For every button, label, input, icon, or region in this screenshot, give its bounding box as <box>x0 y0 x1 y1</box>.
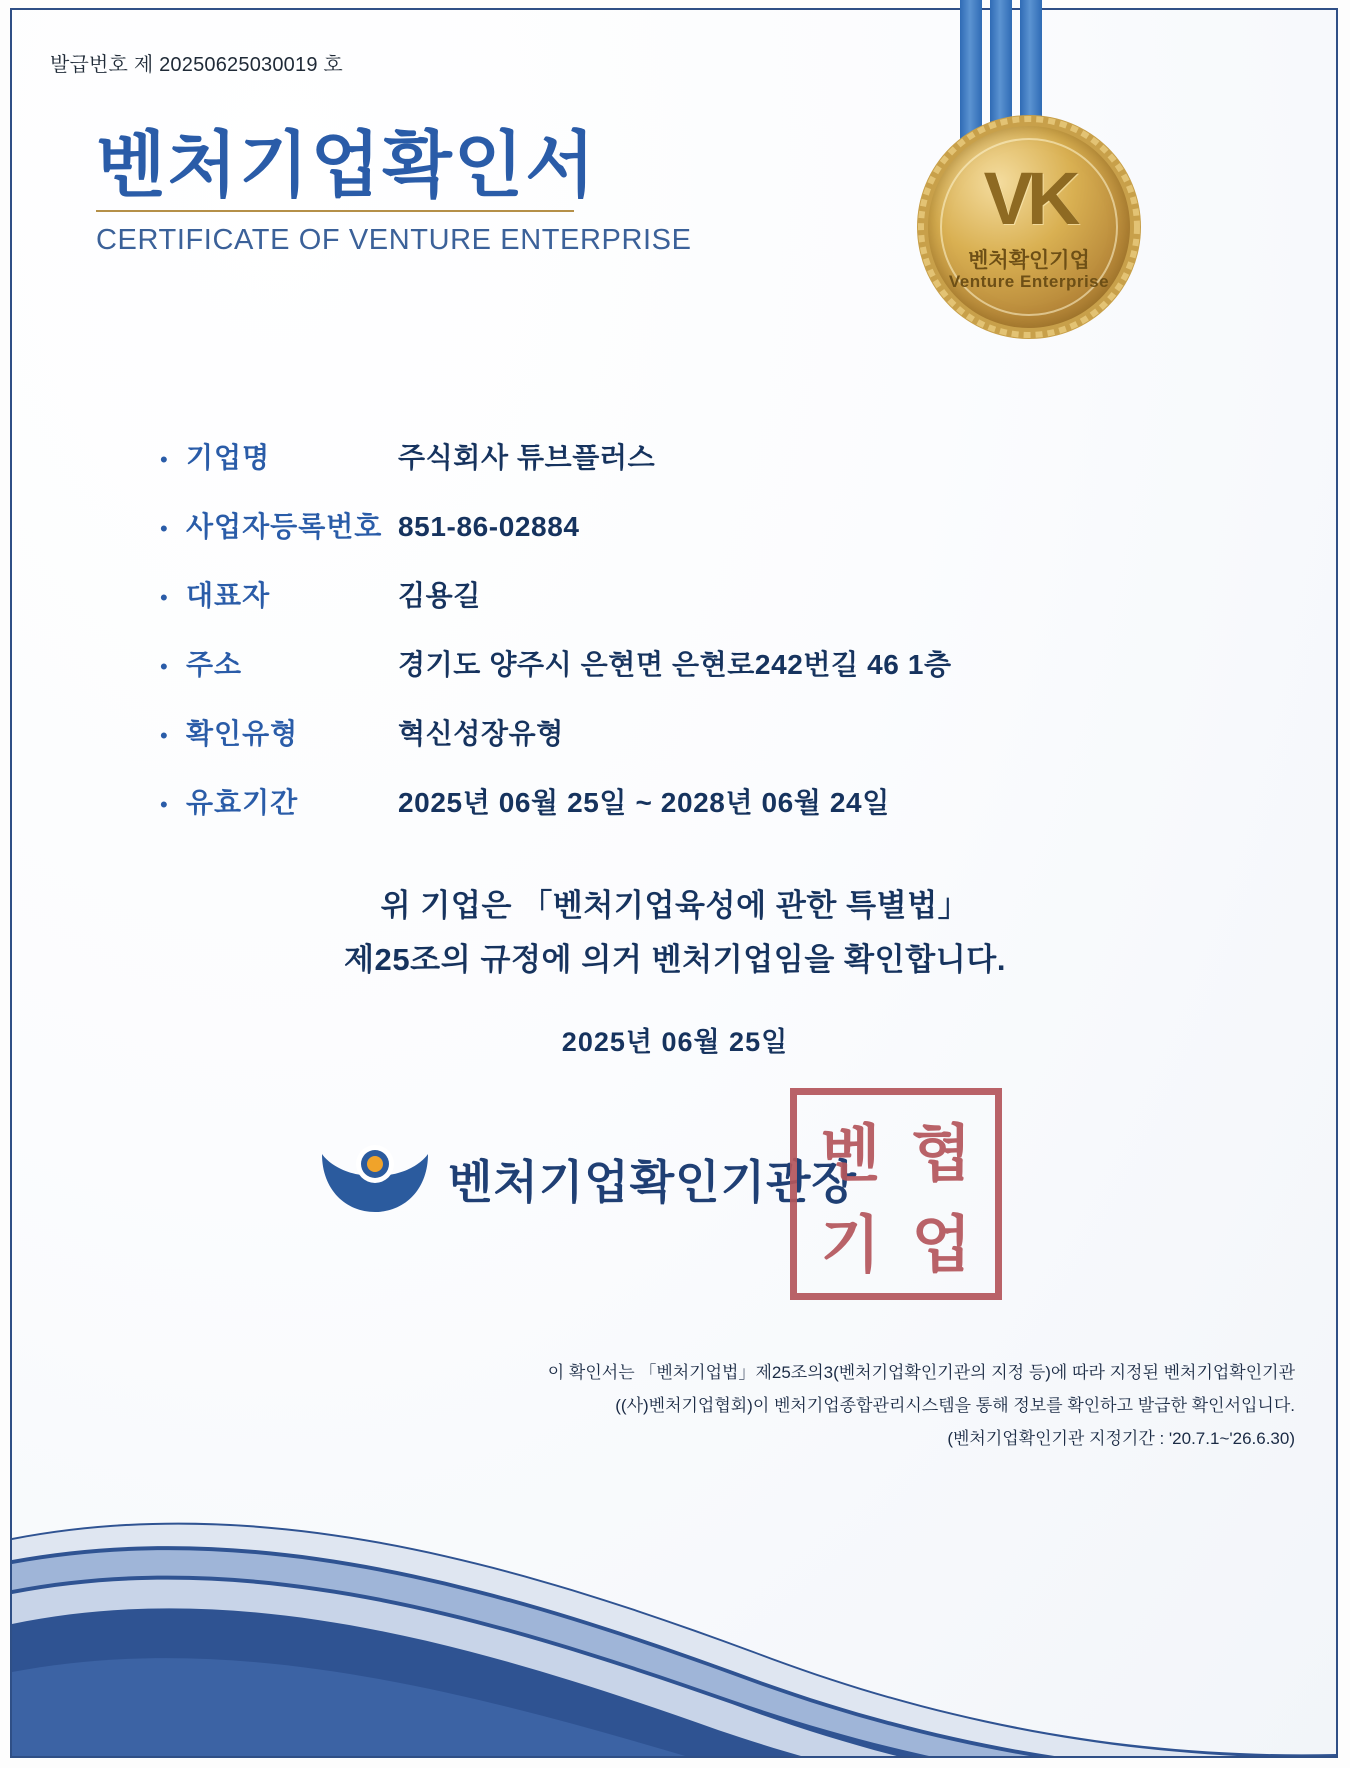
certificate-fields <box>160 436 1200 850</box>
issue-date: 2025년 06월 25일 <box>561 1027 789 1057</box>
issuer-line <box>316 1142 857 1216</box>
footnote <box>395 1356 1295 1455</box>
page-title: 벤처기업확인서 <box>96 126 597 206</box>
bullet-icon: • <box>160 447 168 472</box>
field-row <box>160 643 1200 712</box>
field-value: 2025년 06월 25일 ~ 2028년 06월 24일 <box>398 787 890 818</box>
bullet-icon: • <box>160 792 168 817</box>
field-label: 기업명 <box>186 442 271 473</box>
seal-caption-en: Venture Enterprise <box>948 272 1110 291</box>
footnote-line-1: 이 확인서는 「벤처기업법」제25조의3(벤처기업확인기관의 지정 등)에 따라 지정된 벤처기업확인기관 <box>547 1363 1295 1382</box>
seal-caption-ko: 벤처확인기업 <box>968 249 1090 272</box>
field-row <box>160 712 1200 781</box>
title-block <box>96 128 716 257</box>
stamp-character: 벤 <box>820 1117 881 1190</box>
field-row <box>160 505 1200 574</box>
title-divider <box>96 210 574 212</box>
bullet-icon: • <box>160 516 168 541</box>
field-row <box>160 436 1200 505</box>
bullet-icon: • <box>160 723 168 748</box>
official-stamp <box>790 1088 1002 1300</box>
field-value: 김용길 <box>398 580 481 611</box>
field-value: 혁신성장유형 <box>398 718 564 749</box>
stamp-character: 업 <box>911 1208 972 1281</box>
stamp-character: 협 <box>911 1117 972 1190</box>
field-label: 확인유형 <box>186 718 299 749</box>
page-subtitle: CERTIFICATE OF VENTURE ENTERPRISE <box>96 224 692 257</box>
issue-number: 발급번호 제 20250625030019 호 <box>50 54 343 76</box>
seal-monogram: VK <box>983 157 1075 240</box>
field-value: 851-86-02884 <box>398 511 580 542</box>
field-label: 유효기간 <box>186 787 299 818</box>
stamp-character: 기 <box>820 1208 881 1281</box>
field-row <box>160 574 1200 643</box>
field-label: 사업자등록번호 <box>186 511 383 542</box>
field-value: 경기도 양주시 은현면 은현로242번길 46 1층 <box>398 649 952 680</box>
field-row <box>160 781 1200 850</box>
field-label: 대표자 <box>186 580 271 611</box>
field-label: 주소 <box>186 649 243 680</box>
bullet-icon: • <box>160 654 168 679</box>
gold-medal <box>948 0 1202 380</box>
stamp-grid <box>805 1103 987 1285</box>
statement-line-1: 위 기업은 「벤처기업육성에 관한 특별법」 <box>380 888 970 923</box>
venture-seal-icon <box>914 112 1144 342</box>
field-value: 주식회사 튜브플러스 <box>398 442 656 473</box>
bullet-icon: • <box>160 585 168 610</box>
venture-confirmation-agency-logo-icon <box>316 1142 434 1216</box>
footnote-line-3: (벤처기업확인기관 지정기간 : '20.7.1~'26.6.30) <box>947 1429 1295 1449</box>
statement-line-2: 제25조의 규정에 의거 벤처기업임을 확인합니다. <box>343 942 1007 978</box>
issuer-name: 벤처기업확인기관장 <box>448 1156 857 1208</box>
certification-statement <box>0 882 1350 984</box>
footnote-line-2: ((사)벤처기업협회)이 벤처기업종합관리시스템을 통해 정보를 확인하고 발급한 확인서입니다. <box>615 1396 1295 1416</box>
